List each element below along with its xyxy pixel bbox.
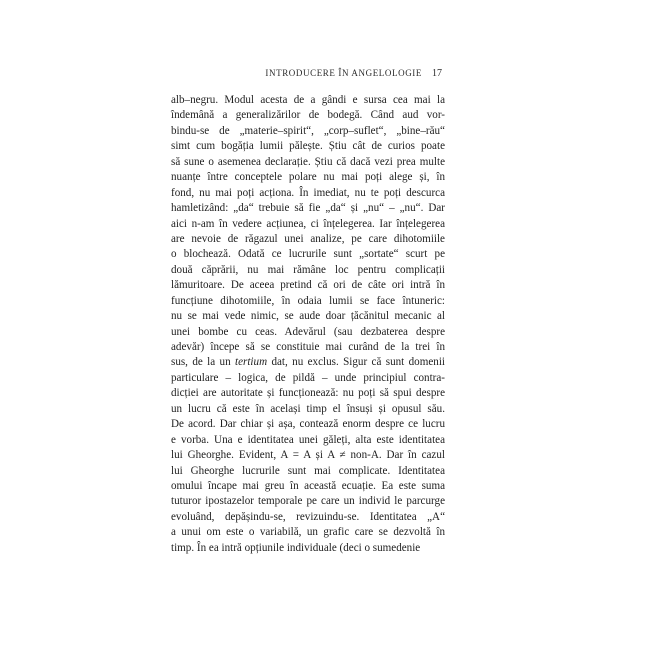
text-line: De acord. Dar chiar și așa, contează enorm despre ce lucru [171,418,445,431]
text-line: e vorba. Una e identitatea unei gălеți, alta este identitatea [171,433,445,446]
text-line: omului încape mai greu în această ecuație. Ea este suma [171,479,445,492]
text-line: particulare – logica, de pildă – unde principiul contra- [171,371,445,384]
text-line: adevăr) începe să se constituie mai curând de la trei în [171,341,445,353]
text-line: două căprării, nu mai rămâne loc pentru complicații [171,263,445,276]
body-text [171,93,445,556]
text-line: tuturor ipostazelor temporale pe care un individ le parcurge [171,495,445,508]
text-line: nuanțe între conceptele polare nu mai poți alege și, în [171,171,445,184]
text-line-italic: sus, de la un tertium dat, nu exclus. Sigur că sunt domenii [171,356,445,369]
text-line: a unui om este o variabilă, un grafic care se dezvoltă în [171,526,445,539]
text-line: unei bombe cu ceas. Adevărul (sau dezbaterea despre [171,325,445,338]
text-line: hamletizând: „da“ trebuie să fie „da“ și „nu“ – „nu“. Dar [171,202,445,215]
text-line: să sune o asemenea declarație. Știu că dacă vezi prea multe [171,155,445,168]
italic-term: tertium [235,356,268,369]
text-line: simt cum bogăția lumii pălește. Știu cât de curios poate [171,140,445,153]
text-line: evoluând, depășindu-se, revizuindu-se. Identitatea „A“ [171,510,445,523]
text-line: are nevoie de răgazul unei analize, pe care dihotomiile [171,232,445,245]
text-line: alb–negru. Modul acesta de a gândi e sursa cea mai la [171,94,445,106]
running-head-title: INTRODUCERE ÎN ANGELOLOGIE [265,68,422,78]
text-line: nu se mai vede nimic, se aude doar țăcănitul mecanic al [171,310,445,323]
text-line: lui Gheorghe. Evident, A = A și A ≠ non-A. Dar în cazul [171,449,445,462]
text-line: dicției are autoritate și funcționează: nu poți să spui despre [171,387,445,400]
text-line: bindu-se de „materie–spirit“, „corp–suflet“, „bine–rău“ [171,124,445,137]
text-line: aici n-am în vedere acțiunea, ci înțelegerea. Iar înțelegerea [171,217,445,230]
text-line: o blochează. Odată ce lucrurile sunt „sortate“ scurt pe [171,248,445,261]
running-head [265,68,442,79]
text-line: timp. În ea intră opțiunile individuale (deci o sumedenie [171,541,421,554]
text-line: un lucru că este în același timp el însuși și opusul său. [171,402,445,415]
text-line: îndemână a generalizărilor de bodegă. Când aud vor- [171,109,445,122]
text-line: funcțiune dihotomiile, în odaia lumii se face întuneric: [171,294,445,307]
page-number: 17 [432,68,442,79]
text-line: lămuritoare. De aceea pretind că ori de câte ori intră în [171,279,445,292]
text-line: fond, nu mai poți acționa. În imediat, nu te poți descurca [171,186,445,199]
text-line: lui Gheorghe lucrurile sunt mai complicate. Identitatea [171,464,445,477]
